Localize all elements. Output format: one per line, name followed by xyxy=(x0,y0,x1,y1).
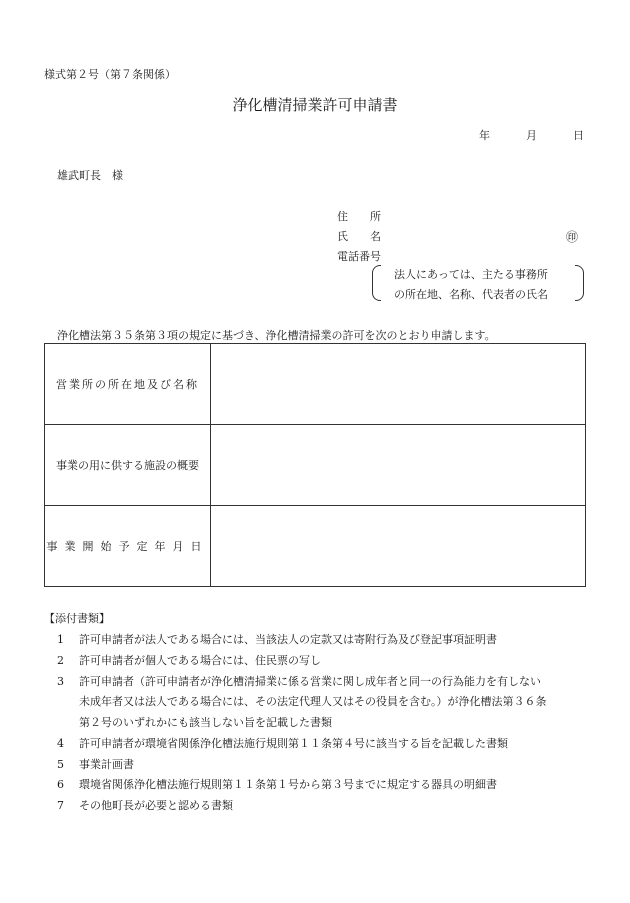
intro-statement: 浄化槽法第３５条第３項の規定に基づき、浄化槽清掃業の許可を次のとおり申請します。 xyxy=(57,329,496,342)
application-table xyxy=(44,343,586,587)
attachment-item xyxy=(57,756,134,772)
item-text: 許可申請者が個人である場合には、住民票の写し xyxy=(79,654,321,667)
item-number: 7 xyxy=(57,799,64,812)
address-label: 住 所 xyxy=(337,210,381,223)
phone-label: 電話番号 xyxy=(337,250,381,263)
attachments-heading: 【添付書類】 xyxy=(44,612,110,625)
left-bracket xyxy=(372,265,381,301)
item-number: 3 xyxy=(57,675,64,688)
row-label-text: 事業開始予定年月日 xyxy=(46,540,209,553)
item-text: 許可申請者（許可申請者が浄化槽清掃業に係る営業に関し成年者と同一の行為能力を有しない xyxy=(79,675,541,688)
document-title: 浄化槽清掃業許可申請書 xyxy=(232,96,398,114)
table-row xyxy=(45,506,586,587)
item-text: 許可申請者が法人である場合には、当該法人の定款又は寄附行為及び登記事項証明書 xyxy=(79,633,497,646)
date-day-label: 日 xyxy=(573,129,584,142)
item-text: 環境省関係浄化槽法施行規則第１１条第１号から第３号までに規定する器具の明細書 xyxy=(79,778,497,791)
corp-note-line1: 法人にあっては、主たる事務所 xyxy=(394,268,548,281)
item-number: 5 xyxy=(57,758,64,771)
row-label-text: 営業所の所在地及び名称 xyxy=(56,378,199,391)
attachment-item xyxy=(57,776,497,792)
attachment-item xyxy=(57,673,541,689)
date-month-label: 月 xyxy=(526,129,537,142)
item-number: 2 xyxy=(57,654,64,667)
table-row xyxy=(45,425,586,506)
attachment-item xyxy=(57,652,321,668)
item-number: 6 xyxy=(57,778,64,791)
seal-mark: ㊞ xyxy=(566,230,579,244)
item-number: 4 xyxy=(57,737,64,750)
row-label-text: 事業の用に供する施設の概要 xyxy=(56,459,199,472)
item-number: 1 xyxy=(57,633,64,646)
attachment-item-continued: 第２号のいずれかにも該当しない旨を記載した書類 xyxy=(79,716,332,729)
row-value-field[interactable] xyxy=(211,506,586,587)
row-value-field[interactable] xyxy=(211,344,586,425)
attachment-item-continued: 未成年者又は法人である場合には、その法定代理人又はその役員を含む。）が浄化槽法第３６条 xyxy=(79,695,547,708)
addressee: 雄武町長 様 xyxy=(57,169,123,182)
item-text: 事業計画書 xyxy=(79,758,134,771)
row-label xyxy=(45,506,211,587)
date-line xyxy=(479,127,584,143)
row-label xyxy=(45,425,211,506)
row-value-field[interactable] xyxy=(211,425,586,506)
date-year-label: 年 xyxy=(479,129,490,142)
attachment-item xyxy=(57,797,233,813)
right-bracket xyxy=(575,265,584,301)
row-label xyxy=(45,344,211,425)
table-row xyxy=(45,344,586,425)
item-text: その他町長が必要と認める書類 xyxy=(79,799,233,812)
attachment-item xyxy=(57,631,497,647)
name-label: 氏 名 xyxy=(337,230,381,243)
corp-note-line2: の所在地、名称、代表者の氏名 xyxy=(394,288,548,301)
item-text: 許可申請者が環境省関係浄化槽法施行規則第１１条第４号に該当する旨を記載した書類 xyxy=(79,737,508,750)
corporation-note xyxy=(372,265,584,301)
attachment-item xyxy=(57,735,508,751)
form-number: 様式第２号（第７条関係） xyxy=(44,68,176,81)
